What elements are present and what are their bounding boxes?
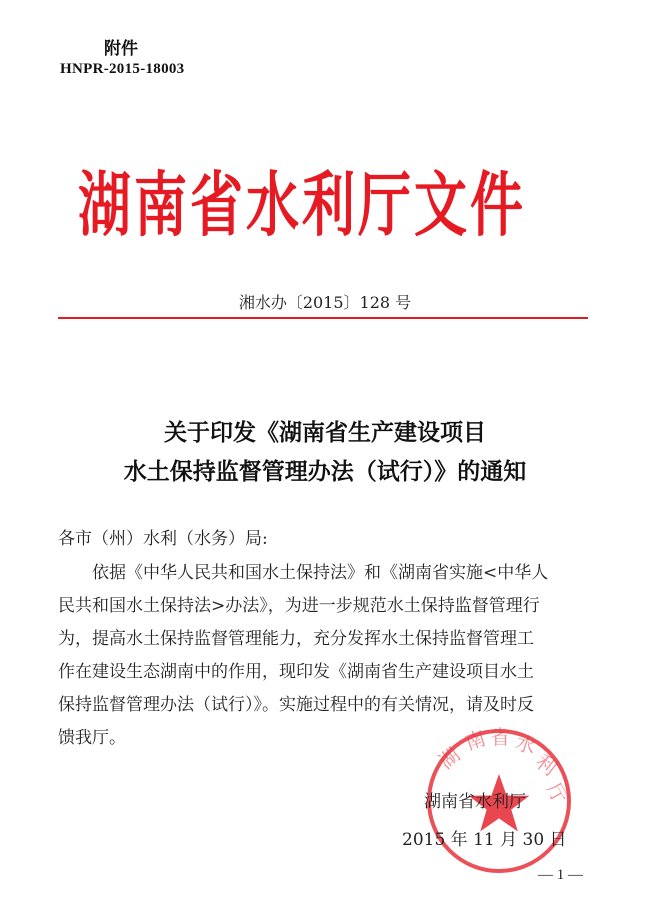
svg-text:湖: 湖	[433, 742, 465, 774]
salutation: 各市（州）水利（水务）局:	[58, 529, 268, 549]
document-number: 湘水办〔2015〕128 号	[238, 293, 412, 312]
svg-text:利: 利	[530, 749, 562, 781]
signing-organization: 湖南省水利厅	[424, 792, 526, 812]
body-line: 馈我厅。	[58, 728, 126, 748]
svg-text:南: 南	[462, 726, 489, 755]
attachment-label: 附件	[104, 39, 138, 59]
body-line: 依据《中华人民共和国水土保持法》和《湖南省实施<中华人	[92, 563, 549, 583]
body-line: 保持监督管理办法（试行）》。实施过程中的有关情况，请及时反	[58, 695, 534, 715]
notice-title-line-2: 水土保持监督管理办法（试行）》的通知	[123, 459, 527, 485]
notice-title-line-1: 关于印发《湖南省生产建设项目	[164, 420, 486, 446]
issuing-organization-header: 湖南省水利厅文件	[78, 165, 526, 247]
red-separator-line	[58, 317, 588, 319]
body-line: 民共和国水土保持法>办法》，为进一步规范水土保持监督管理行	[58, 596, 540, 616]
document-code: HNPR-2015-18003	[60, 61, 185, 77]
svg-text:厅: 厅	[541, 778, 573, 808]
body-line: 为，提高水土保持监督管理能力，充分发挥水土保持监督管理工	[58, 629, 534, 649]
signing-date: 2015 年 11 月 30 日	[402, 830, 567, 850]
page-number: — 1 —	[538, 867, 583, 883]
svg-text:省: 省	[490, 726, 510, 749]
body-line: 作在建设生态湖南中的作用，现印发《湖南省生产建设项目水土	[58, 662, 534, 682]
svg-text:水: 水	[512, 729, 539, 759]
